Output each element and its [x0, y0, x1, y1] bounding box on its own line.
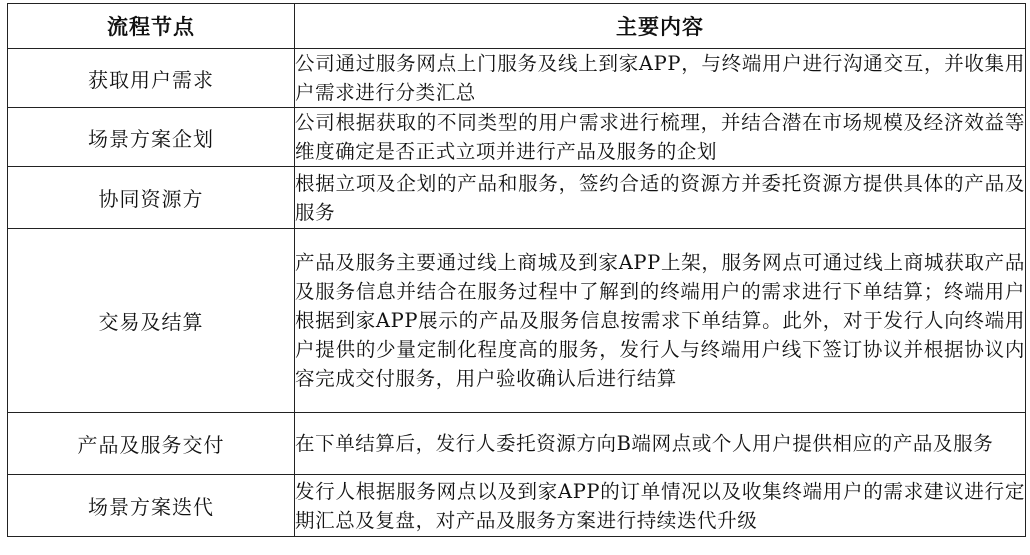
- row-content: 在下单结算后，发行人委托资源方向B端网点或个人用户提供相应的产品及服务: [295, 413, 1026, 475]
- header-main-content: 主要内容: [295, 4, 1026, 49]
- table-row: [8, 475, 1026, 537]
- row-node: 交易及结算: [8, 229, 295, 413]
- header-process-node: 流程节点: [8, 4, 295, 49]
- process-table: [7, 3, 1026, 537]
- row-node: 产品及服务交付: [8, 413, 295, 475]
- table-row: [8, 167, 1026, 229]
- table-row: [8, 413, 1026, 475]
- row-content: 根据立项及企划的产品和服务，签约合适的资源方并委托资源方提供具体的产品及服务: [295, 167, 1026, 229]
- table-header-row: [8, 4, 1026, 49]
- row-node: 场景方案企划: [8, 108, 295, 167]
- row-node: 获取用户需求: [8, 49, 295, 108]
- row-content: 发行人根据服务网点以及到家APP的订单情况以及收集终端用户的需求建议进行定期汇总及复盘，对产品及服务方案进行持续迭代升级: [295, 475, 1026, 537]
- row-node: 场景方案迭代: [8, 475, 295, 537]
- row-content: 公司根据获取的不同类型的用户需求进行梳理，并结合潜在市场规模及经济效益等维度确定是否正式立项并进行产品及服务的企划: [295, 108, 1026, 167]
- row-content: 公司通过服务网点上门服务及线上到家APP，与终端用户进行沟通交互，并收集用户需求进行分类汇总: [295, 49, 1026, 108]
- table-row: [8, 108, 1026, 167]
- table-row: [8, 49, 1026, 108]
- row-node: 协同资源方: [8, 167, 295, 229]
- table-row: [8, 229, 1026, 413]
- row-content: 产品及服务主要通过线上商城及到家APP上架，服务网点可通过线上商城获取产品及服务信息并结合在服务过程中了解到的终端用户的需求进行下单结算；终端用户根据到家APP展示的产品及服务信息按需求下单结算。此外，对于发行人向终端用户提供的少量定制化程度高的服务，发行人与终端用户线下签订协议并根据协议内容完成交付服务，用户验收确认后进行结算: [295, 229, 1026, 413]
